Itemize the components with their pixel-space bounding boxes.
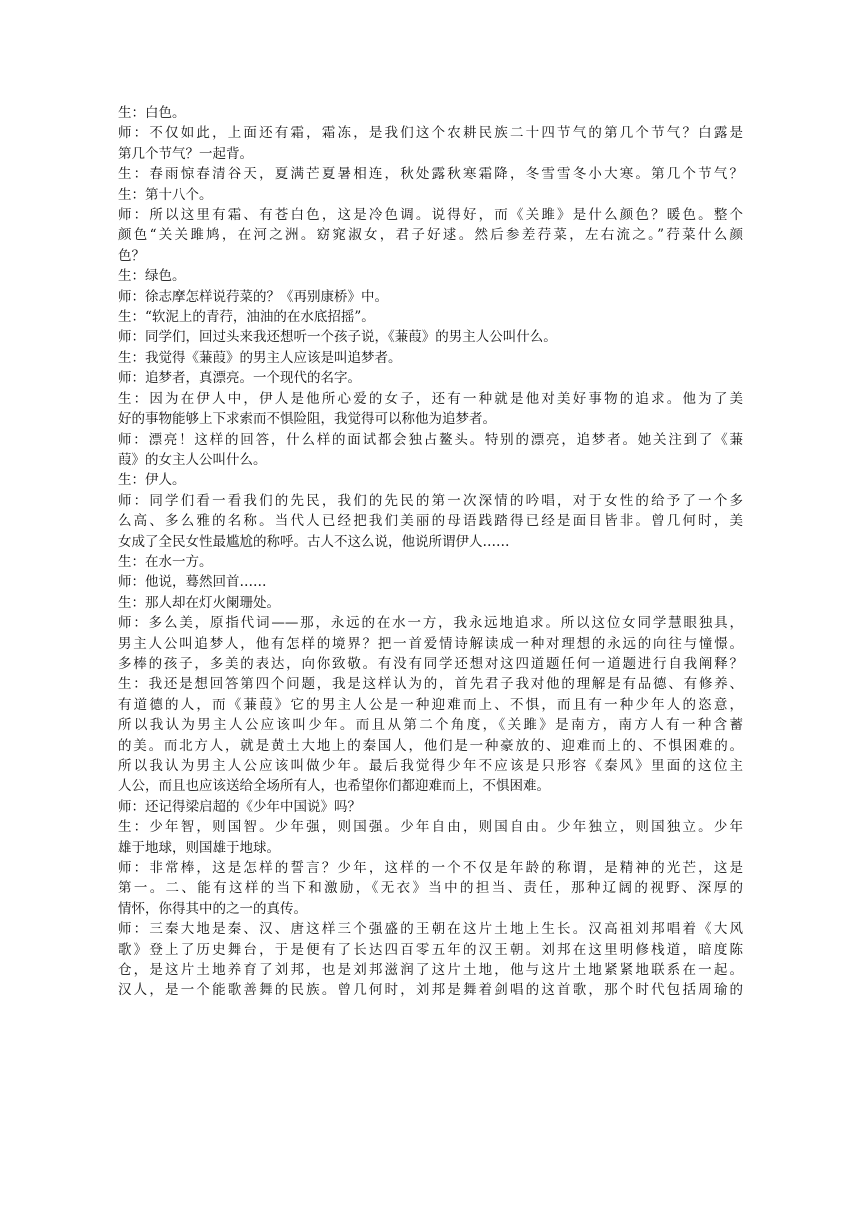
text-line: 生：春雨惊春清谷天，夏满芒夏暑相连，秋处露秋寒霜降，冬雪雪冬小大寒。第几个节气？ xyxy=(118,166,743,183)
text-line: 色？ xyxy=(118,247,145,264)
text-line: 葭》的女主人公叫什么。 xyxy=(118,451,267,468)
text-line: 师：还记得梁启超的《少年中国说》吗？ xyxy=(118,798,361,815)
text-line: 师：追梦者，真漂亮。一个现代的名字。 xyxy=(118,370,361,387)
text-line: 师：所以这里有霜、有苍白色，这是冷色调。说得好，而《关雎》是什么颜色？暖色。整个 xyxy=(118,207,743,224)
text-line: 第一。二、能有这样的当下和激励，《无衣》当中的担当、责任，那种辽阔的视野、深厚的 xyxy=(118,880,743,897)
text-line: 么高、多么雅的名称。当代人已经把我们美丽的母语践踏得已经是面目皆非。曾几何时，美 xyxy=(118,513,743,530)
text-line: 的美。而北方人，就是黄土大地上的秦国人，他们是一种豪放的、迎难而上的、不惧困难的。 xyxy=(118,737,743,754)
text-line: 师：多么美，原指代词——那，永远的在水一方，我永远地追求。所以这位女同学慧眼独具， xyxy=(118,615,743,632)
text-line: 生：绿色。 xyxy=(118,268,186,285)
text-line: 师：非常棒，这是怎样的誓言？少年，这样的一个不仅是年龄的称谓，是精神的光芒，这是 xyxy=(118,860,743,877)
text-line: 生：伊人。 xyxy=(118,472,186,489)
text-line: 师：他说，蓦然回首…… xyxy=(118,574,267,591)
text-line: 有道德的人，而《蒹葭》它的男主人公是一种迎难而上、不惧，而且有一种少年人的恣意， xyxy=(118,696,743,713)
text-line: 生：因为在伊人中，伊人是他所心爱的女子，还有一种就是他对美好事物的追求。他为了美 xyxy=(118,390,743,407)
text-line: 男主人公叫追梦人，他有怎样的境界？把一首爱情诗解读成一种对理想的永远的向往与憧憬。 xyxy=(118,635,743,652)
text-line: 女成了全民女性最尴尬的称呼。古人不这么说，他说所谓伊人…… xyxy=(118,533,510,550)
text-line: 生：少年智，则国智。少年强，则国强。少年自由，则国自由。少年独立，则国独立。少年 xyxy=(118,819,743,836)
text-line: 师：同学们看一看我们的先民，我们的先民的第一次深情的吟唱，对于女性的给予了一个多 xyxy=(118,492,743,509)
text-line: 多棒的孩子，多美的表达，向你致敬。有没有同学还想对这四道题任何一道题进行自我阐释？ xyxy=(118,655,743,672)
text-line: 生：在水一方。 xyxy=(118,553,213,570)
text-line: 汉人，是一个能歌善舞的民族。曾几何时，刘邦是舞着剑唱的这首歌，那个时代包括周瑜的 xyxy=(118,982,743,999)
text-line: 歌》登上了历史舞台，于是便有了长达四百零五年的汉王朝。刘邦在这里明修栈道，暗度陈 xyxy=(118,941,743,958)
text-line: 情怀，你得其中的之一的真传。 xyxy=(118,900,307,917)
text-line: 仓，是这片土地养育了刘邦，也是刘邦滋润了这片土地，他与这片土地紧紧地联系在一起。 xyxy=(118,962,743,979)
text-line: 第几个节气？一起背。 xyxy=(118,145,253,162)
text-line: 师：同学们，回过头来我还想听一个孩子说，《蒹葭》的男主人公叫什么。 xyxy=(118,329,557,346)
text-line: 人公，而且也应该送给全场所有人，也希望你们都迎难而上，不惧困难。 xyxy=(118,778,550,795)
text-line: 师：徐志摩怎样说荇菜的？《再别康桥》中。 xyxy=(118,288,388,305)
document-page xyxy=(118,103,743,1001)
text-line: 生：第十八个。 xyxy=(118,186,213,203)
text-line: 生：我还是想回答第四个问题，我是这样认为的，首先君子我对他的理解是有品德、有修养、 xyxy=(118,676,743,693)
text-line: 生：那人却在灯火阑珊处。 xyxy=(118,594,280,611)
text-line: 雄于地球，则国雄于地球。 xyxy=(118,839,280,856)
text-line: 师：三秦大地是秦、汉、唐这样三个强盛的王朝在这片土地上生长。汉高祖刘邦唱着《大风 xyxy=(118,921,743,938)
text-line: 生：“软泥上的青荇，油油的在水底招摇”。 xyxy=(118,309,375,326)
text-line: 好的事物能够上下求索而不惧险阻，我觉得可以称他为追梦者。 xyxy=(118,411,496,428)
text-line: 生：我觉得《蒹葭》的男主人应该是叫追梦者。 xyxy=(118,349,402,366)
text-line: 生：白色。 xyxy=(118,105,186,121)
text-line: 师：漂亮！这样的回答，什么样的面试都会独占鳌头。特别的漂亮，追梦者。她关注到了《蒹 xyxy=(118,431,743,448)
text-line: 师：不仅如此，上面还有霜，霜冻，是我们这个农耕民族二十四节气的第几个节气？白露是 xyxy=(118,125,743,142)
text-line: 所以我认为男主人公应该叫少年。而且从第二个角度，《关雎》是南方，南方人有一种含蓄 xyxy=(118,717,743,734)
text-line: 颜色“关关雎鸠，在河之洲。窈窕淑女，君子好逑。然后参差荇菜，左右流之。”荇菜什么颜 xyxy=(118,227,743,244)
text-line: 所以我认为男主人公应该叫做少年。最后我觉得少年不应该是只形容《秦风》里面的这位主 xyxy=(118,758,743,774)
